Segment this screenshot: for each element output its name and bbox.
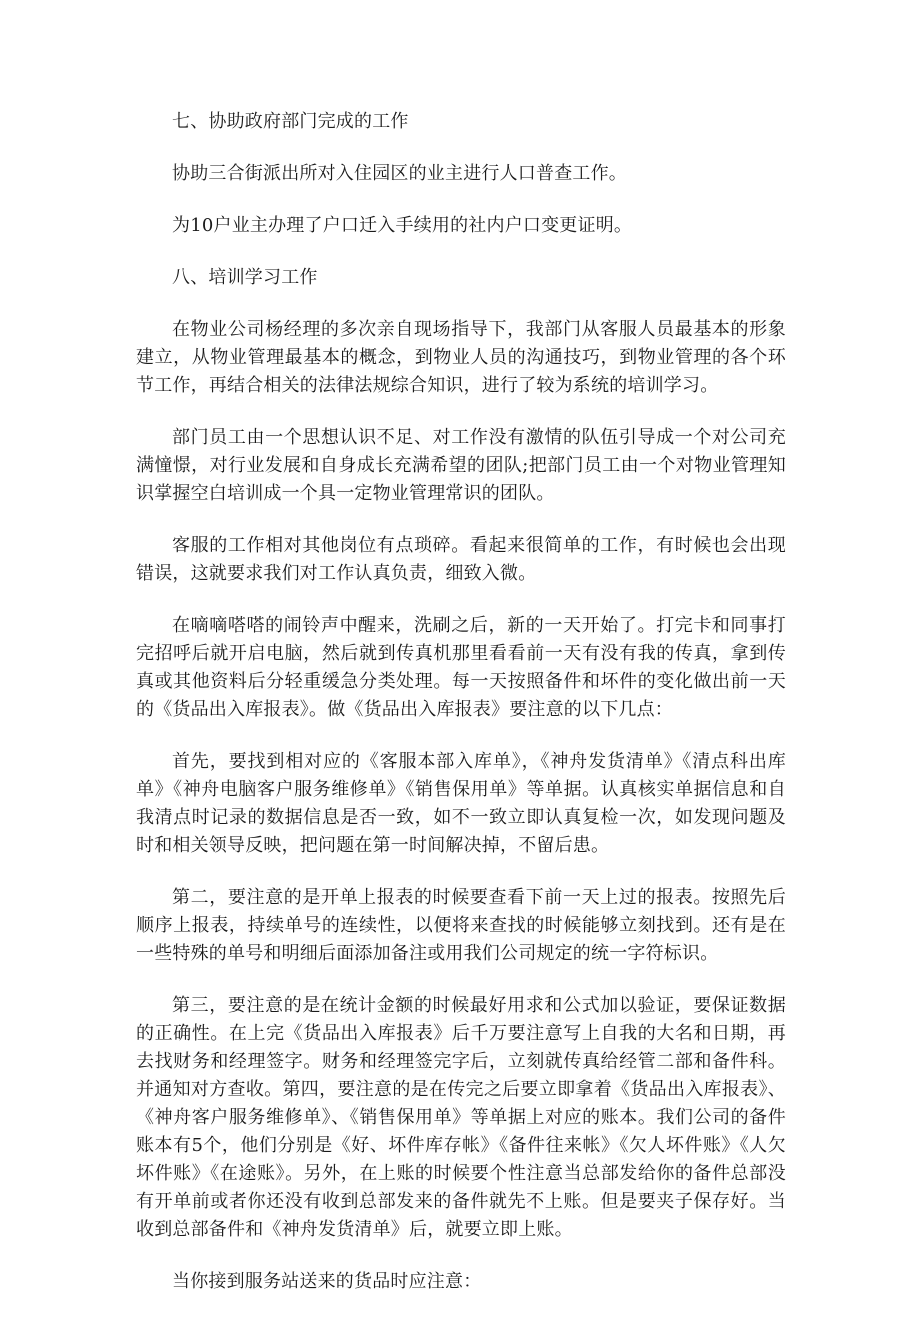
paragraph: 在嘀嘀嗒嗒的闹铃声中醒来，洗刷之后，新的一天开始了。打完卡和同事打完招呼后就开启电脑，然后就到传真机那里看看前一天有没有我的传真，拿到传真或其他资料后分轻重缓急分类处理。每一天按照备件和坏件的变化做出前一天的《货品出入库报表》。做《货品出入库报表》要注意的以下几点：	[136, 615, 786, 720]
paragraph: 当你接到服务站送来的货品时应注意：	[172, 1271, 482, 1292]
paragraph: 协助三合街派出所对入住园区的业主进行人口普查工作。	[172, 163, 627, 184]
section-heading-7: 七、协助政府部门完成的工作	[172, 111, 409, 132]
section-heading-8: 八、培训学习工作	[172, 267, 318, 288]
paragraph: 首先，要找到相对应的《客服本部入库单》，《神舟发货清单》《清点科出库单》《神舟电脑客户服务维修单》《销售保用单》等单据。认真核实单据信息和自我清点时记录的数据信息是否一致，如不一致立即认真复检一次，如发现问题及时和相关领导反映，把问题在第一时间解决掉，不留后患。	[136, 751, 786, 856]
paragraph: 第二，要注意的是开单上报表的时候要查看下前一天上过的报表。按照先后顺序上报表，持续单号的连续性，以便将来查找的时候能够立刻找到。还有是在一些特殊的单号和明细后面添加备注或用我们公司规定的统一字符标识。	[136, 887, 786, 964]
paragraph: 部门员工由一个思想认识不足、对工作没有激情的队伍引导成一个对公司充满憧憬，对行业发展和自身成长充满希望的团队;把部门员工由一个对物业管理知识掌握空白培训成一个具一定物业管理常识的团队。	[136, 427, 786, 504]
paragraph: 为10户业主办理了户口迁入手续用的社内户口变更证明。	[172, 215, 633, 236]
paragraph: 第三，要注意的是在统计金额的时候最好用求和公式加以验证，要保证数据的正确性。在上完《货品出入库报表》后千万要注意写上自我的大名和日期，再去找财务和经理签字。财务和经理签完字后，立刻就传真给经管二部和备件科。并通知对方查收。第四，要注意的是在传完之后要立即拿着《货品出入库报表》、《神舟客户服务维修单》、《销售保用单》等单据上对应的账本。我们公司的备件账本有5个，他们分别是《好、坏件库存帐》《备件往来帐》《欠人坏件账》《人欠坏件账》《在途账》。另外，在上账的时候要个性注意当总部发给你的备件总部没有开单前或者你还没有收到总部发来的备件就先不上账。但是要夹子保存好。当收到总部备件和《神舟发货清单》后，就要立即上账。	[136, 995, 786, 1240]
paragraph: 客服的工作相对其他岗位有点琐碎。看起来很简单的工作，有时候也会出现错误，这就要求我们对工作认真负责，细致入微。	[136, 535, 786, 584]
document-body	[136, 108, 786, 1320]
paragraph: 在物业公司杨经理的多次亲自现场指导下，我部门从客服人员最基本的形象建立，从物业管理最基本的概念，到物业人员的沟通技巧，到物业管理的各个环节工作，再结合相关的法律法规综合知识，进行了较为系统的培训学习。	[136, 319, 786, 396]
